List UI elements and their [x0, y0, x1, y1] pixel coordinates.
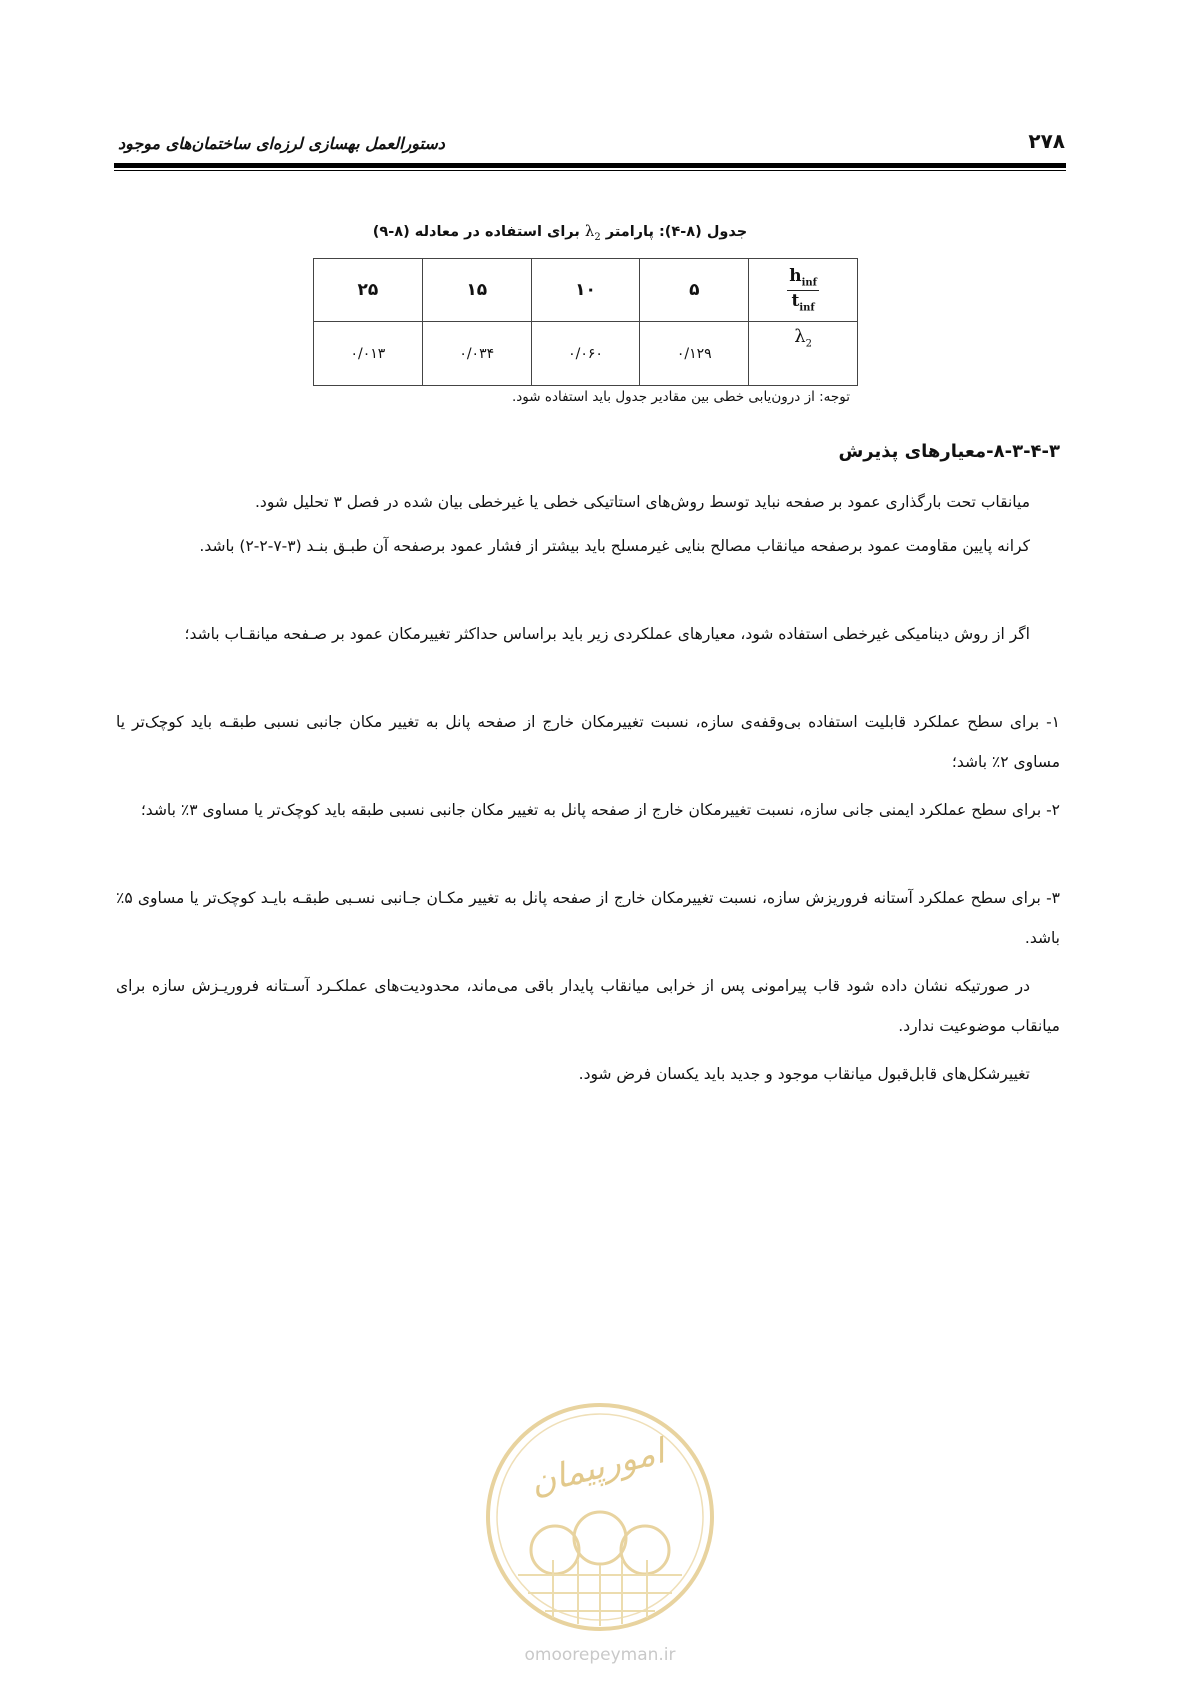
paragraph: کرانه پایین مقاومت عمود برصفحه میانقاب مصالح بنایی غیرمسلح باید بیشتر از فشار عمود برصفحه آن طبـق بنـد (۳-۷-۲-۲) باشد.: [199, 537, 1030, 555]
row-label-cell: [749, 322, 858, 386]
header-ratio-cell: [749, 259, 858, 322]
value-cell: ۰/۰۱۳: [314, 322, 423, 386]
header-rule-thin: [114, 170, 1066, 171]
paragraph: تغییرشکل‌های قابل‌قبول میانقاب موجود و جدید باید یکسان فرض شود.: [578, 1065, 1030, 1083]
paragraph: در صورتیکه نشان داده شود قاب پیرامونی پس از خرابی میانقاب پایدار باقی می‌ماند، محدودیت‌های عملکـرد آسـتانه فروریـزش سازه برای میانقاب موضوعیت ندارد.: [116, 977, 1060, 1035]
watermark-logo: [483, 1400, 717, 1634]
table-header-row: [314, 259, 858, 322]
header-rule-thick: [114, 163, 1066, 168]
paragraph: اگر از روش دینامیکی غیرخطی استفاده شود، معیارهای عملکردی زیر باید براساس حداکثر تغییرمکان عمود بر صـفحه میانقـاب باشد؛: [184, 625, 1030, 643]
header-cell: ۱۰: [531, 259, 640, 322]
parameter-table: [313, 258, 858, 386]
section-heading: ۸-۳-۴-۳-معیارهای پذیرش: [838, 441, 1060, 462]
header-cell: ۱۵: [422, 259, 531, 322]
table-value-row: [314, 322, 858, 386]
header-cell: ۲۵: [314, 259, 423, 322]
table-caption-pre: جدول (۸-۴): پارامتر: [605, 224, 748, 240]
watermark-url: omoorepeyman.ir: [524, 1645, 676, 1665]
running-title: دستورالعمل بهسازی لرزه‌ای ساختمان‌های موجود: [118, 134, 445, 153]
value-cell: ۰/۰۶۰: [531, 322, 640, 386]
page-number: ۲۷۸: [1028, 129, 1065, 153]
table-note: توجه: از درون‌یابی خطی بین مقادیر جدول باید استفاده شود.: [512, 389, 850, 405]
paragraph: ۳- برای سطح عملکرد آستانه فروریزش سازه، نسبت تغییرمکان خارج از صفحه پانل به تغییر مکـان جـانبی نسـبی طبقـه بایـد کوچک‌تر یا مساوی ۵٪ باشد.: [116, 889, 1060, 947]
value-cell: ۰/۱۲۹: [640, 322, 749, 386]
table-caption-post: برای استفاده در معادله (۸-۹): [372, 224, 580, 240]
watermark-logo-text: امورپیمان: [526, 1431, 669, 1504]
table-caption: [300, 222, 820, 243]
paragraph: میانقاب تحت بارگذاری عمود بر صفحه نباید توسط روش‌های استاتیکی خطی یا غیرخطی بیان شده در فصل ۳ تحلیل شود.: [255, 493, 1030, 511]
header-cell: ۵: [640, 259, 749, 322]
paragraph: ۲- برای سطح عملکرد ایمنی جانی سازه، نسبت تغییرمکان خارج از صفحه پانل به تغییر مکان جانبی نسبی طبقه باید کوچک‌تر یا مساوی ۳٪ باشد؛: [140, 801, 1060, 819]
lambda-symbol: $\lambda_2$: [794, 326, 812, 350]
paragraph: ۱- برای سطح عملکرد قابلیت استفاده بی‌وقفه‌ی سازه، نسبت تغییرمکان خارج از صفحه پانل به تغییر مکان جانبی نسبی طبقـه باید کوچک‌تر یا مساوی ۲٪ باشد؛: [116, 713, 1060, 771]
lambda-symbol: $\lambda_2$: [584, 222, 601, 243]
value-cell: ۰/۰۳۴: [422, 322, 531, 386]
ratio-fraction: $\frac{h_{inf}}{t_{inf}}$: [789, 266, 817, 313]
